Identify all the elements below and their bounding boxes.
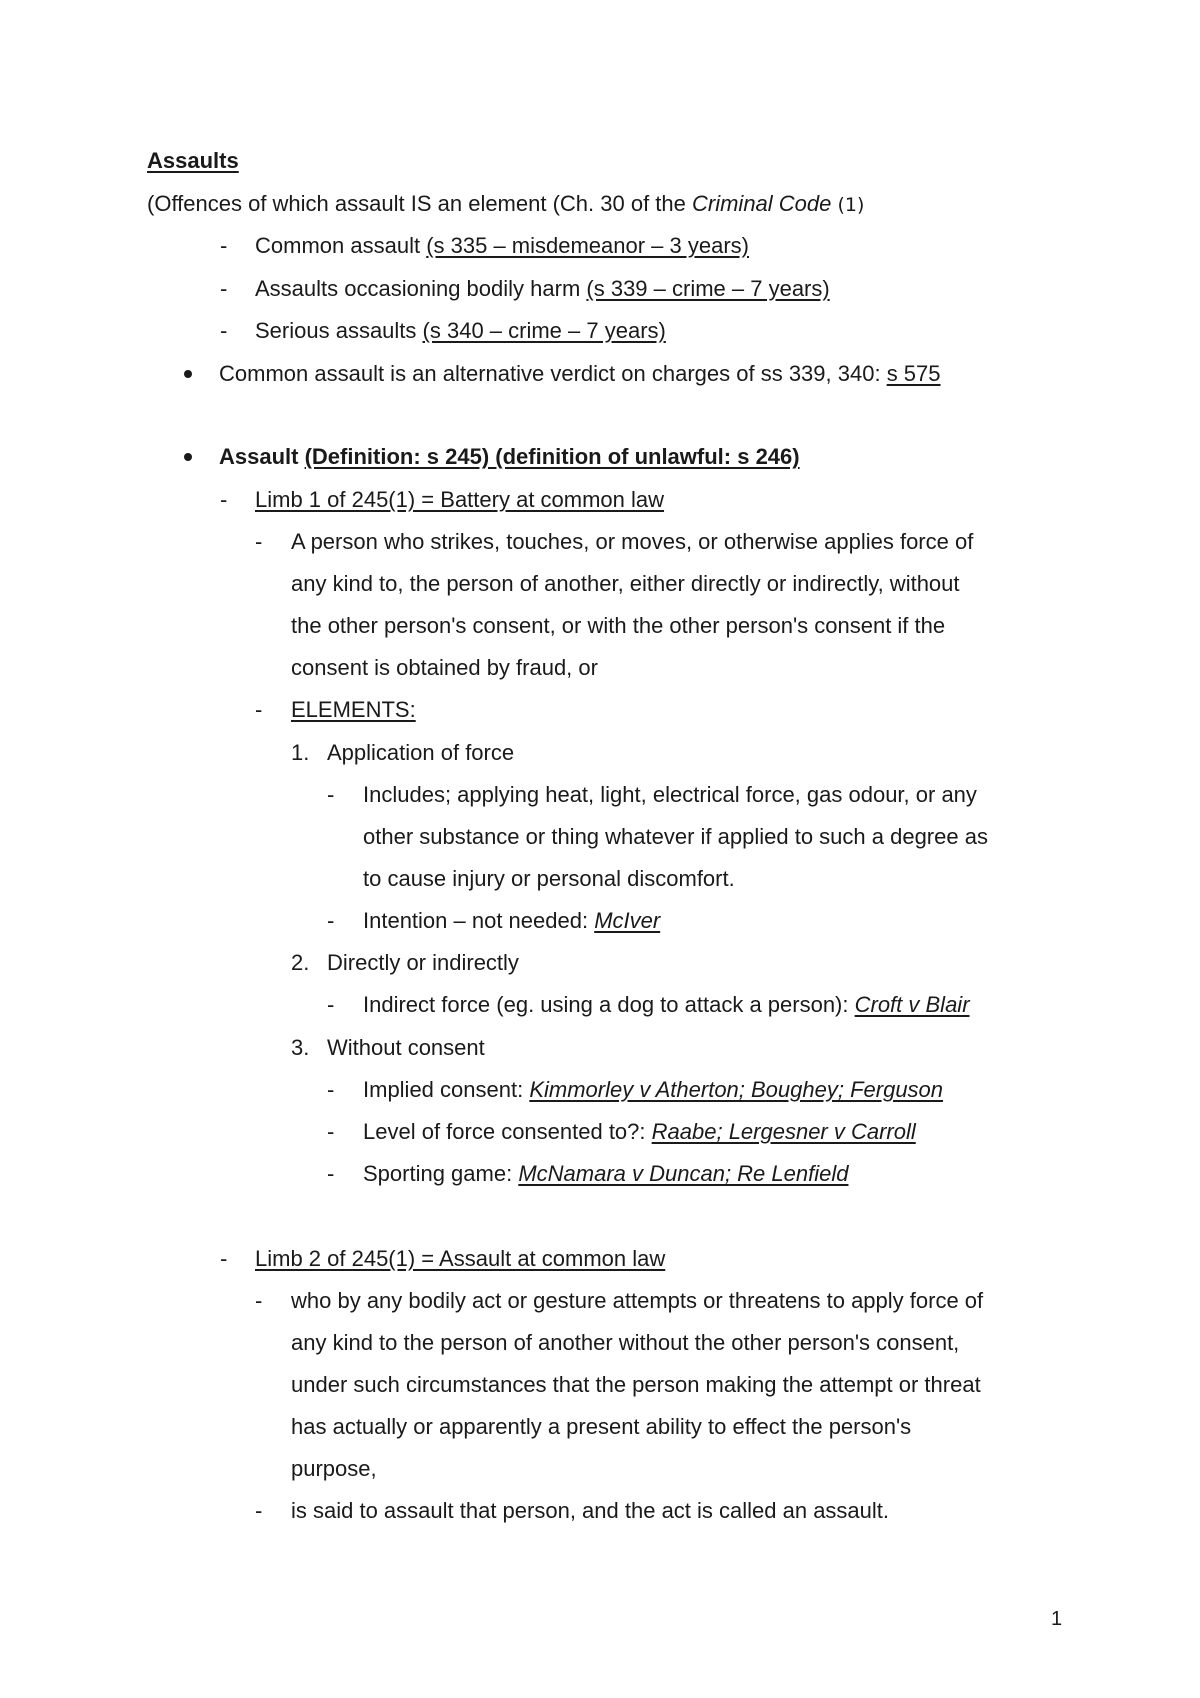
- dash-marker: -: [327, 1077, 335, 1102]
- page-number: 1: [1051, 1608, 1063, 1630]
- dash-marker: -: [255, 1288, 263, 1313]
- elements-label: ELEMENTS:: [291, 697, 416, 722]
- offence-ref: (s 340 – crime – 7 years): [422, 318, 666, 343]
- dash-marker: -: [255, 1498, 263, 1523]
- point-text: Intention – not needed:: [363, 908, 595, 933]
- alt-verdict-ref: s 575: [886, 361, 941, 386]
- limb1-definition-line: A person who strikes, touches, or moves, or otherwise applies force of: [291, 529, 974, 554]
- limb1-heading: Limb 1 of 245(1) = Battery at common law: [255, 487, 665, 512]
- offence-item: [255, 276, 830, 302]
- offence-ref: (s 339 – crime – 7 years): [586, 276, 830, 301]
- offence-label: Assaults occasioning bodily harm: [255, 276, 587, 301]
- bullet-marker: [184, 370, 192, 378]
- dash-marker: -: [220, 276, 228, 301]
- case-citation: Raabe; Lergesner v Carroll: [651, 1119, 916, 1144]
- offence-ref: (s 335 – misdemeanor – 3 years): [426, 233, 750, 258]
- dash-marker: -: [327, 1119, 335, 1144]
- case-citation: Croft v Blair: [854, 992, 970, 1017]
- element-number: 1.: [291, 740, 310, 765]
- limb2-definition-line: who by any bodily act or gesture attempts or threatens to apply force of: [291, 1288, 984, 1313]
- case-citation: McNamara v Duncan; Re Lenfield: [518, 1161, 849, 1186]
- dash-marker: -: [255, 529, 263, 554]
- page-title: Assaults: [147, 148, 239, 173]
- limb2-definition-line: has actually or apparently a present ability to effect the person's: [291, 1414, 912, 1439]
- assault-heading-def: (Definition: s 245) (definition of unlawful: s 246): [304, 444, 800, 469]
- element-point-line: Includes; applying heat, light, electrical force, gas odour, or any: [363, 782, 977, 807]
- element-number: 2.: [291, 950, 310, 975]
- intro-prefix: (Offences of which assault IS an element (Ch. 30 of the: [147, 191, 692, 216]
- criminal-code-ref: Criminal Code: [692, 191, 832, 216]
- assault-heading-lead: Assault: [219, 444, 305, 469]
- point-text: Indirect force (eg. using a dog to attack a person):: [363, 992, 855, 1017]
- offence-label: Common assault: [255, 233, 427, 258]
- dash-marker: -: [327, 782, 335, 807]
- case-citation: Kimmorley v Atherton; Boughey; Ferguson: [529, 1077, 944, 1102]
- dash-marker: -: [327, 1161, 335, 1186]
- element-point: [363, 992, 970, 1018]
- footnote-ref: (1): [837, 194, 865, 216]
- offence-item: [255, 233, 749, 259]
- alt-verdict-line: [219, 361, 941, 387]
- dash-marker: -: [327, 908, 335, 933]
- element-number: 3.: [291, 1035, 310, 1060]
- limb1-definition-line: any kind to, the person of another, either directly or indirectly, without: [291, 571, 960, 596]
- limb2-definition-line: under such circumstances that the person making the attempt or threat: [291, 1372, 981, 1397]
- limb1-definition-line: consent is obtained by fraud, or: [291, 655, 598, 680]
- dash-marker: -: [220, 1246, 228, 1271]
- dash-marker: -: [220, 233, 228, 258]
- dash-marker: -: [255, 697, 263, 722]
- element-point-line: other substance or thing whatever if applied to such a degree as: [363, 824, 988, 849]
- dash-marker: -: [220, 318, 228, 343]
- element-point: [363, 1161, 848, 1187]
- limb2-definition-line: any kind to the person of another without the other person's consent,: [291, 1330, 960, 1355]
- intro-line: [147, 191, 864, 218]
- element-title: Without consent: [327, 1035, 485, 1060]
- offence-label: Serious assaults: [255, 318, 423, 343]
- limb2-closing: is said to assault that person, and the act is called an assault.: [291, 1498, 890, 1523]
- point-text: Sporting game:: [363, 1161, 519, 1186]
- dash-marker: -: [220, 487, 228, 512]
- case-citation: McIver: [594, 908, 661, 933]
- limb1-definition-line: the other person's consent, or with the other person's consent if the: [291, 613, 946, 638]
- element-title: Directly or indirectly: [327, 950, 519, 975]
- element-point: [363, 1077, 943, 1103]
- element-point: [363, 908, 660, 934]
- point-text: Level of force consented to?:: [363, 1119, 652, 1144]
- element-point: [363, 1119, 916, 1145]
- point-text: Implied consent:: [363, 1077, 530, 1102]
- element-point-line: to cause injury or personal discomfort.: [363, 866, 735, 891]
- limb2-heading: Limb 2 of 245(1) = Assault at common law: [255, 1246, 666, 1271]
- bullet-marker: [184, 453, 192, 461]
- offence-item: [255, 318, 666, 344]
- alt-verdict-text: Common assault is an alternative verdict on charges of ss 339, 340:: [219, 361, 887, 386]
- assault-heading: [219, 444, 800, 470]
- element-title: Application of force: [327, 740, 515, 765]
- limb2-definition-line: purpose,: [291, 1456, 377, 1481]
- dash-marker: -: [327, 992, 335, 1017]
